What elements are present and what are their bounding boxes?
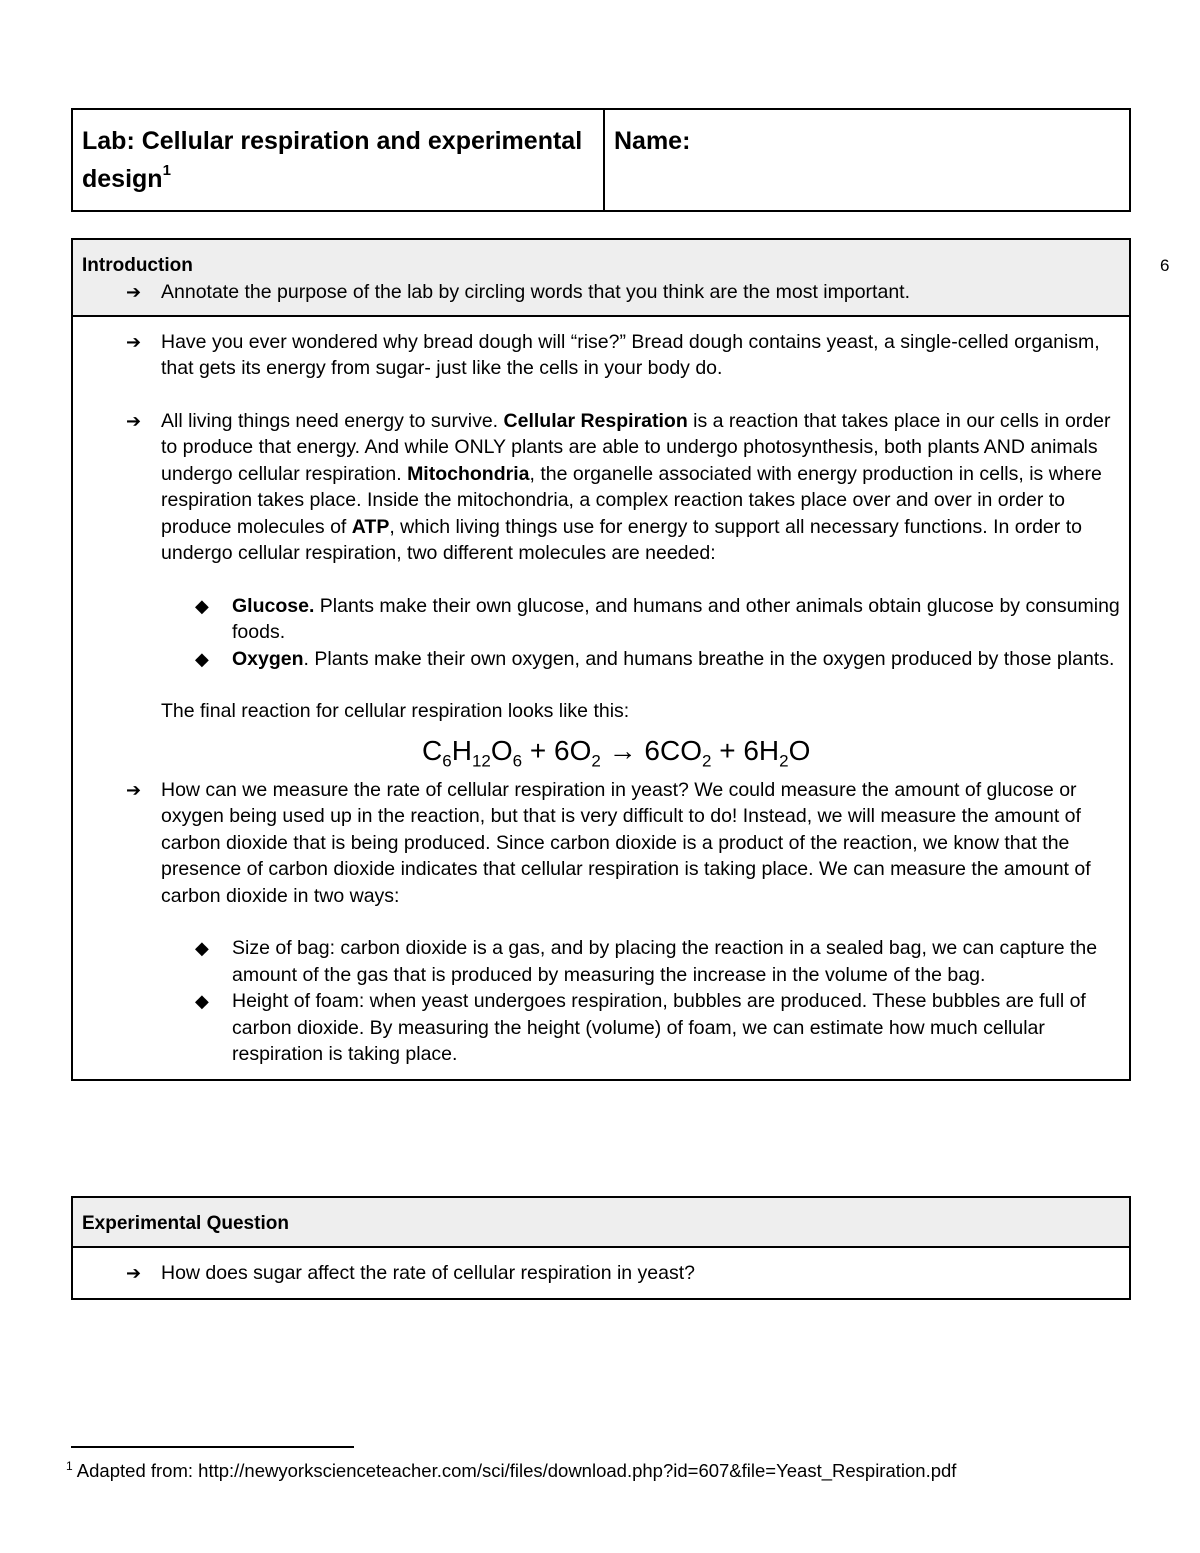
paragraph-text: , which living things use for energy to support all necessary functions. In order to undergo cellular respiration, two different molecules are needed: <box>161 515 1082 564</box>
arrow-bullet-icon: ➔ <box>126 779 142 800</box>
diamond-bullet-icon: ◆ <box>195 991 209 1011</box>
introduction-body-cell <box>72 316 1130 1080</box>
method-text: Height of foam: when yeast undergoes respiration, bubbles are produced. These bubbles are full of carbon dioxide. By measuring the height (volume) of foam, we can estimate how much cellular respiration is taking place. <box>232 990 1086 1065</box>
introduction-header-cell <box>72 239 1130 316</box>
question-text: How does sugar affect the rate of cellular respiration in yeast? <box>161 1262 696 1284</box>
molecule-item-glucose <box>82 593 1120 646</box>
method-item-foam <box>82 988 1120 1068</box>
introduction-table <box>71 238 1131 1081</box>
respiration-equation: $C_6H_{12}O_6 + 6O_2 \to 6CO_2 + 6H_2O$ <box>422 734 811 771</box>
instruction-text: Annotate the purpose of the lab by circling words that you think are the most important. <box>161 281 910 303</box>
method-item-bag <box>82 935 1120 988</box>
lab-title: Lab: Cellular respiration and experimental design <box>82 127 583 193</box>
arrow-bullet-icon: ➔ <box>126 410 142 431</box>
term-glucose: Glucose. <box>232 594 315 617</box>
introduction-heading: Introduction <box>82 255 193 276</box>
paragraph-text: How can we measure the rate of cellular respiration in yeast? We could measure the amount of glucose or oxygen being used up in the reaction, but that is very difficult to do! Instead, we will measure the amount of carbon dioxide that is being produced. Since carbon dioxide is a product of the reaction, we know that the presence of carbon dioxide indicates that cellular respiration is taking place. We can measure the amount of carbon dioxide in two ways: <box>161 778 1091 907</box>
lab-title-cell <box>72 109 604 211</box>
header-table <box>71 108 1131 212</box>
method-text: Size of bag: carbon dioxide is a gas, and by placing the reaction in a sealed bag, we can capture the amount of the gas that is produced by measuring the increase in the volume of the bag. <box>232 937 1098 986</box>
footnote <box>66 1460 956 1482</box>
footnote-text: Adapted from: http://newyorkscienceteacher.com/sci/files/download.php?id=607&file=Yeast_Respiration.pdf <box>72 1460 957 1481</box>
experimental-question-table <box>71 1196 1131 1300</box>
paragraph-text: Have you ever wondered why bread dough will “rise?” Bread dough contains yeast, a single-celled organism, that gets its energy from sugar- just like the cells in your body do. <box>161 330 1100 379</box>
title-footnote-mark: 1 <box>162 161 171 179</box>
paragraph-cellular-respiration <box>82 408 1120 567</box>
experimental-heading: Experimental Question <box>82 1213 289 1234</box>
experimental-body-cell <box>72 1247 1130 1299</box>
molecule-text: Plants make their own glucose, and humans and other animals obtain glucose by consuming foods. <box>232 594 1120 643</box>
paragraph-measure-rate <box>82 777 1120 910</box>
term-mitochondria: Mitochondria <box>407 462 530 485</box>
name-cell[interactable] <box>604 109 1130 211</box>
molecule-text: . Plants make their own oxygen, and humans breathe in the oxygen produced by those plants. <box>303 647 1115 670</box>
footnote-mark: 1 <box>66 1458 73 1473</box>
diamond-bullet-icon: ◆ <box>195 595 209 616</box>
reaction-intro: The final reaction for cellular respiration looks like this: <box>161 700 630 722</box>
paragraph-text: , the organelle associated with energy production in cells, is where respiration takes place. Inside the mitochondria, a complex reaction takes place over and over in order to produce molecules of <box>161 462 1102 538</box>
diamond-bullet-icon: ◆ <box>195 938 209 958</box>
arrow-bullet-icon: ➔ <box>126 282 142 302</box>
introduction-instruction <box>82 279 1120 306</box>
experimental-question <box>82 1260 1120 1287</box>
term-cellular-respiration: Cellular Respiration <box>503 409 688 432</box>
name-label: Name: <box>614 127 691 155</box>
paragraph-text: All living things need energy to survive. <box>161 409 504 432</box>
page-number: 6 <box>1160 256 1170 275</box>
paragraph-bread-dough <box>82 329 1120 382</box>
term-oxygen: Oxygen <box>232 647 304 670</box>
arrow-bullet-icon: ➔ <box>126 331 142 352</box>
experimental-header-cell <box>72 1197 1130 1247</box>
term-atp: ATP <box>351 515 390 538</box>
molecule-item-oxygen <box>82 646 1120 673</box>
paragraph-text: is a reaction that takes place in our cells in order to produce that energy. And while ONLY plants are able to undergo photosynthesis, both plants AND animals undergo cellular respiration. <box>161 409 1111 485</box>
diamond-bullet-icon: ◆ <box>195 648 209 669</box>
footnote-divider <box>71 1446 354 1448</box>
arrow-bullet-icon: ➔ <box>126 1263 142 1283</box>
